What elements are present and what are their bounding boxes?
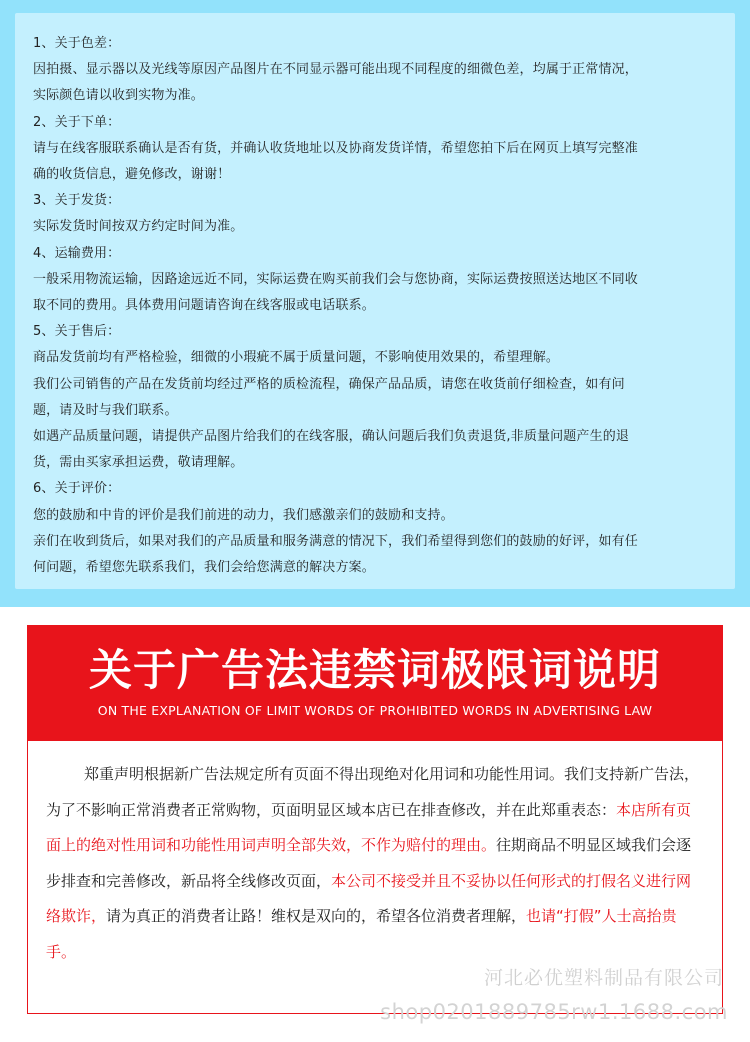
- statement-highlight: 本公司不接受并且不妥协以任何形式的打假名义进行网络欺诈，: [46, 871, 692, 925]
- statement-part: 请为真正的消费者让路！维权是双向的，希望各位消费者理解，: [106, 907, 527, 925]
- notice-line: 2、关于下单：: [33, 114, 121, 130]
- notice-line: 何问题，希望您先联系我们，我们会给您满意的解决方案。: [33, 560, 375, 576]
- notice-line: 请与在线客服联系确认是否有货，并确认收货地址以及协商发货详情，希望您拍下后在网页上填写完整准: [33, 140, 638, 156]
- statement-text: [46, 757, 706, 970]
- notice-line: 如遇产品质量问题，请提供产品图片给我们的在线客服，确认问题后我们负责退货,非质量问题产生的退: [33, 429, 630, 445]
- banner-subtitle: ON THE EXPLANATION OF LIMIT WORDS OF PROHIBITED WORDS IN ADVERTISING LAW: [97, 703, 653, 718]
- statement-highlight: 本店所有页面上的绝对性用词和功能性用词声明全部失效，不作为赔付的理由。: [46, 800, 692, 854]
- statement-highlight: 也请“打假”人士高抬贵手。: [46, 907, 677, 961]
- notice-line: 我们公司销售的产品在发货前均经过严格的质检流程，确保产品品质，请您在收货前仔细检查，如有问: [33, 376, 625, 392]
- notice-line: 实际发货时间按双方约定时间为准。: [33, 219, 244, 235]
- notice-line: 确的收货信息，避免修改，谢谢！: [33, 167, 231, 183]
- notice-line: 题，请及时与我们联系。: [33, 402, 178, 418]
- statement-part: 往期商品不明显区域我们会逐步排查和完善修改，新品将全线修改页面，: [46, 836, 692, 890]
- banner-title: 关于广告法违禁词极限词说明: [89, 646, 661, 696]
- notice-line: 因拍摄、显示器以及光线等原因产品图片在不同显示器可能出现不同程度的细微色差，均属于正常情况，: [33, 62, 638, 78]
- notice-line: 实际颜色请以收到实物为准。: [33, 88, 204, 104]
- notice-text-block: [33, 31, 723, 581]
- notice-line: 货，需由买家承担运费，敬请理解。: [33, 455, 244, 471]
- shop-url-watermark: shop0201889785rw1.1688.com: [380, 1000, 728, 1024]
- notice-line: 商品发货前均有严格检验，细微的小瑕疵不属于质量问题，不影响使用效果的，希望理解。: [33, 350, 560, 366]
- notice-line: 您的鼓励和中肯的评价是我们前进的动力，我们感激亲们的鼓励和支持。: [33, 507, 454, 523]
- notice-line: 3、关于发货：: [33, 193, 121, 209]
- notice-line: 1、关于色差：: [33, 36, 121, 51]
- notice-line: 6、关于评价：: [33, 481, 121, 497]
- notice-line: 5、关于售后：: [33, 324, 121, 340]
- notice-line: 一般采用物流运输，因路途远近不同，实际运费在购买前我们会与您协商，实际运费按照送达地区不同收: [33, 271, 638, 287]
- notice-line: 取不同的费用。具体费用问题请咨询在线客服或电话联系。: [33, 298, 375, 314]
- statement-part: 郑重声明根据新广告法规定所有页面不得出现绝对化用词和功能性用词。我们支持新广告法，为了不影响正常消费者正常购物，页面明显区域本店已在排查修改，并在此郑重表态：: [46, 765, 700, 819]
- after-sales-notice-card: [15, 13, 735, 589]
- company-watermark: 河北必优塑料制品有限公司: [483, 967, 724, 989]
- advertising-law-banner: [27, 625, 723, 741]
- notice-line: 4、运输费用：: [33, 245, 121, 261]
- notice-line: 亲们在收到货后，如果对我们的产品质量和服务满意的情况下，我们希望得到您们的鼓励的好评，如有任: [33, 533, 638, 549]
